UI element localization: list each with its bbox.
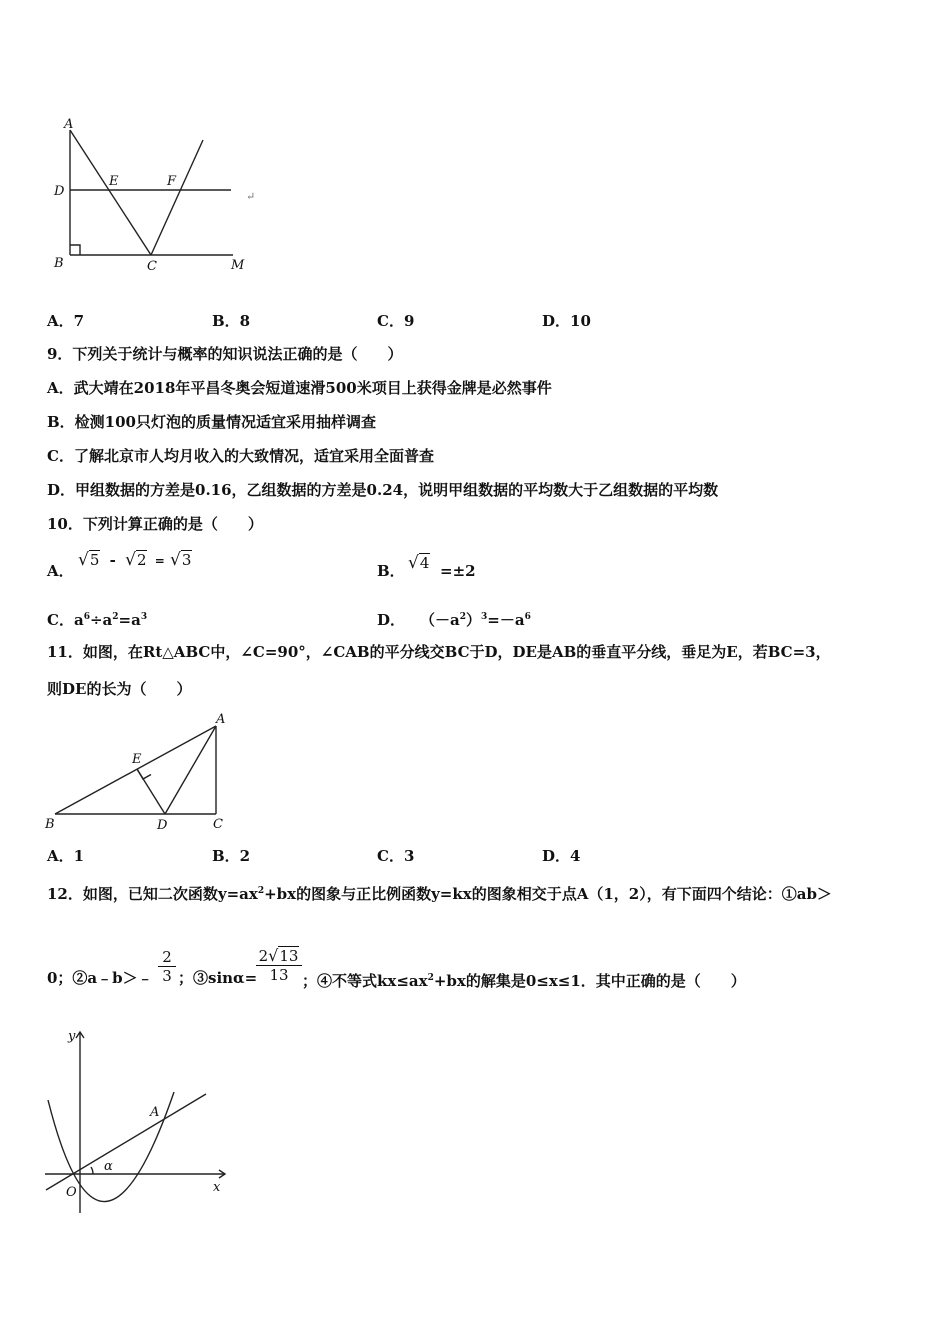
q11-option-d: D．4	[542, 847, 581, 865]
q12-stem-line1: 12．如图，已知二次函数$y=ax^2+bx$的图象与正比例函数y=kx的图象相交于点A（1，2），有下面四个结论：①ab＞	[47, 885, 832, 903]
figure-q8	[45, 112, 275, 277]
q11-option-a: A．1	[47, 847, 85, 865]
right-angle-mark-e	[137, 769, 151, 779]
q10-option-a-label: A．	[47, 562, 74, 580]
q11-option-b: B．2	[212, 847, 251, 865]
label-x: x	[213, 1180, 221, 1195]
q11-option-c: C．3	[377, 847, 415, 865]
q8-option-d: D．10	[542, 312, 591, 330]
label-b: B	[54, 256, 64, 271]
q8-option-b: B．8	[212, 312, 251, 330]
label-c: C	[213, 817, 223, 832]
label-y: y	[68, 1029, 76, 1044]
fraction-sin-alpha: $\frac{2√13}{13}$	[256, 946, 302, 984]
label-e: E	[109, 174, 119, 189]
label-f: F	[167, 174, 177, 189]
label-a: A	[216, 712, 226, 727]
segment-ac	[70, 130, 151, 255]
q9-option-c: C．了解北京市人均月收入的大致情况，适宜采用全面普查	[47, 447, 434, 465]
q8-option-a: A．7	[47, 312, 85, 330]
right-angle-mark	[70, 245, 80, 255]
fraction-two-thirds: $\frac{2}{3}$	[158, 948, 176, 985]
label-origin: O	[66, 1185, 77, 1200]
q10-option-b-label: B．	[377, 562, 405, 580]
radicand: 3	[181, 551, 192, 569]
label-a: A	[64, 117, 74, 132]
radicand: 4	[419, 554, 430, 572]
label-b: B	[45, 817, 55, 832]
q12-stem-line2-c: ；④不等式$kx\le ax^2+bx$的解集是0≤x≤1．其中正确的是（ ）	[302, 972, 746, 990]
q11-stem-line2: 则DE的长为（ ）	[47, 680, 192, 698]
segment-ba	[55, 726, 216, 814]
return-mark: ↵	[246, 190, 256, 203]
q12-stem-line2-b: ；③sinα=	[178, 969, 258, 987]
label-d: D	[54, 184, 65, 199]
q10-stem: 10．下列计算正确的是（ ）	[47, 515, 263, 533]
figure-q11	[42, 710, 242, 835]
q10-option-a-expr: √5 - √2 = √3	[78, 550, 192, 570]
label-m: M	[231, 258, 245, 273]
q12-stem-line2-a: 0；②a﹣b＞﹣	[47, 969, 153, 987]
angle-alpha-arc	[91, 1167, 93, 1174]
label-d: D	[157, 818, 168, 833]
radicand: 5	[89, 551, 100, 569]
q10-option-c: C．$a^6\div a^2=a^3$	[47, 611, 148, 629]
figure-q12	[40, 1020, 240, 1220]
label-c: C	[147, 259, 157, 274]
q10-option-d: D． $(-a^2)^3=-a^6$	[377, 611, 531, 629]
q9-stem: 9．下列关于统计与概率的知识说法正确的是（ ）	[47, 345, 403, 363]
q10-option-b-expr: √4	[408, 553, 430, 573]
q9-option-a: A．武大靖在2018年平昌冬奥会短道速滑500米项目上获得金牌是必然事件	[47, 379, 552, 397]
radicand: 2	[136, 551, 147, 569]
ray-cf	[151, 140, 203, 255]
label-e: E	[132, 752, 142, 767]
q8-option-c: C．9	[377, 312, 415, 330]
q10-option-b-tail: =±2	[440, 562, 476, 580]
label-alpha: α	[104, 1159, 113, 1174]
line-y-kx	[46, 1094, 206, 1190]
label-a: A	[150, 1105, 160, 1120]
q11-stem-line1: 11．如图，在Rt△ABC中，∠C=90°，∠CAB的平分线交BC于D，DE是AB的垂直平分线，垂足为E，若BC=3，	[47, 643, 831, 661]
q9-option-b: B．检测100只灯泡的质量情况适宜采用抽样调查	[47, 413, 376, 431]
q9-option-d: D．甲组数据的方差是0.16，乙组数据的方差是0.24，说明甲组数据的平均数大于乙组数据的平均数	[47, 481, 719, 499]
